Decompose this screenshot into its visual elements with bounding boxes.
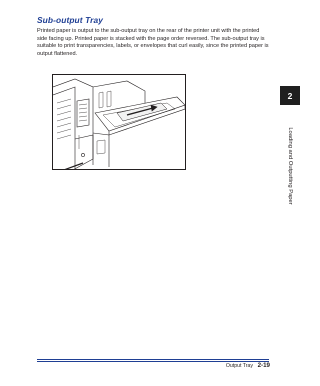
printer-rear-drawing bbox=[53, 75, 186, 170]
section-body-text: Printed paper is output to the sub-output tray on the rear of the printer unit with the printed side facing up. Printed paper is stacked with the page order reversed. The sub-output tray is suitable to print transparencies, labels, or envelopes that curl easily, since the printed paper is output flattened. bbox=[37, 28, 269, 58]
chapter-title-vertical: Loading and Outputting Paper bbox=[287, 127, 293, 205]
chapter-tab: 2 bbox=[280, 86, 300, 105]
page-number: 2-19 bbox=[257, 362, 270, 369]
footer-section-name: Output Tray bbox=[225, 363, 253, 369]
section-title: Sub-output Tray bbox=[37, 15, 104, 25]
sub-output-tray-illustration bbox=[52, 74, 186, 170]
footer-divider bbox=[37, 359, 269, 360]
